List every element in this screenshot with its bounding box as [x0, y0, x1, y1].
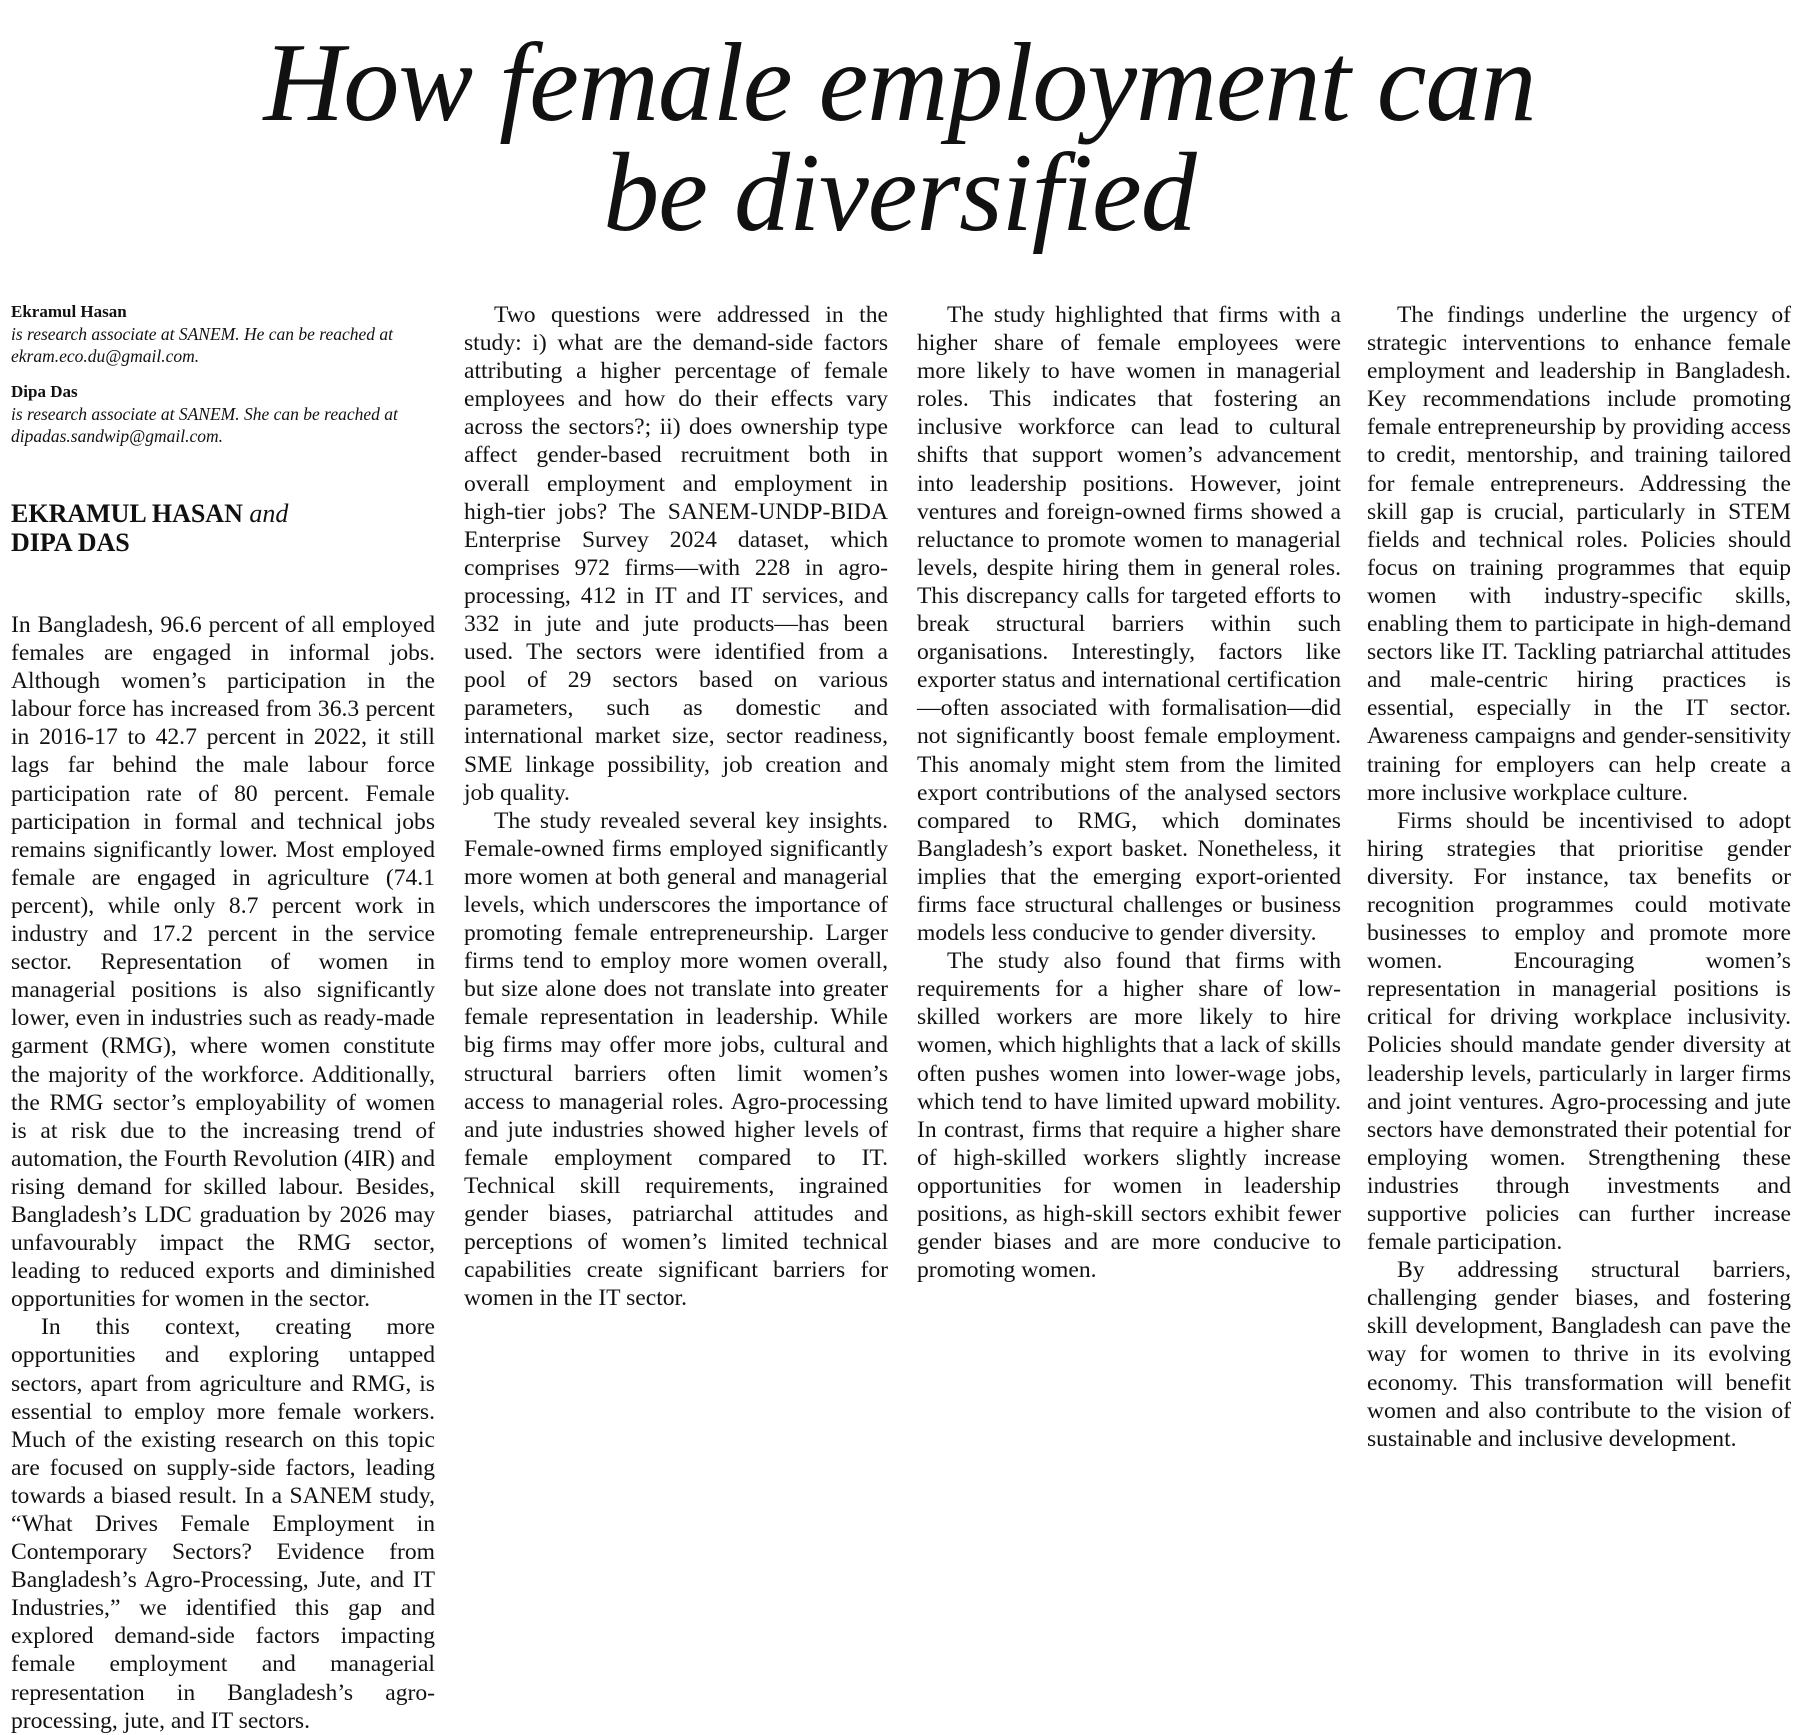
- headline-line-1: How female employment can: [263, 21, 1536, 145]
- author-bio-text: is research associate at SANEM. She can be reached at dipadas.sandwip@gmail.com.: [11, 404, 398, 446]
- body-paragraph-2: In this context, creating more opportunities and exploring untapped sectors, apart from agriculture and RMG, is essential to employ more female workers. Much of the existing research on this topic are focused on supply-side factors, leading towards a biased result. In a SANEM study, “What Drives Female Employment in Contemporary Sectors? Evidence from Bangladesh’s Agro-Processing, Jute, and IT Industries,” we identified this gap and explored demand-side factors impacting female employment and managerial representation in Bangladesh’s agro-processing, jute, and IT sectors.: [11, 1314, 435, 1734]
- body-paragraph-7: The findings underline the urgency of strategic interventions to enhance female employment and leadership in Bangladesh. Key recommendations include promoting female entrepreneurship by providing access to credit, mentorship, and training tailored for female entrepreneurs. Addressing the skill gap is crucial, particularly in STEM fields and technical roles. Policies should focus on training programmes that equip women with industry-specific skills, enabling them to participate in high-demand sectors like IT. Tackling patriarchal attitudes and male-centric hiring practices is essential, especially in the IT sector. Awareness campaigns and gender-sensitivity training for employers can help create a more inclusive workplace culture.: [1367, 302, 1791, 806]
- byline-author-2: DIPA DAS: [11, 528, 130, 557]
- article-column-2: [464, 301, 888, 1312]
- byline-joiner: and: [249, 499, 289, 528]
- body-paragraph-9: By addressing structural barriers, challenging gender biases, and fostering skill development, Bangladesh can pave the way for women to thrive in its evolving economy. This transformation will benefit women and also contribute to the vision of sustainable and inclusive development.: [1367, 1257, 1791, 1452]
- author-bio-2: [11, 381, 435, 447]
- author-bio-1: [11, 301, 435, 367]
- headline: [0, 21, 1799, 255]
- body-paragraph-6: The study also found that firms with requirements for a higher share of low-skilled workers are more likely to hire women, which highlights that a lack of skills often pushes women into lower-wage jobs, which tend to have limited upward mobility. In contrast, firms that require a higher share of high-skilled workers slightly increase opportunities for women in leadership positions, as high-skill sectors exhibit fewer gender biases and are more conducive to promoting women.: [917, 948, 1341, 1284]
- body-paragraph-1: In Bangladesh, 96.6 percent of all employed females are engaged in informal jobs. Although women’s participation in the labour force has increased from 36.3 percent in 2016-17 to 42.7 percent in 2022, it still lags far behind the male labour force participation rate of 80 percent. Female participation in formal and technical jobs remains significantly lower. Most employed female are engaged in agriculture (74.1 percent), while only 8.7 percent work in industry and 17.2 percent in the service sector. Representation of women in managerial positions is also significantly lower, even in industries such as ready-made garment (RMG), where women constitute the majority of the workforce. Additionally, the RMG sector’s employability of women is at risk due to the increasing trend of automation, the Fourth Revolution (4IR) and rising demand for skilled labour. Besides, Bangladesh’s LDC graduation by 2026 may unfavourably impact the RMG sector, leading to reduced exports and diminished opportunities for women in the sector.: [11, 612, 435, 1313]
- headline-line-2: be diversified: [603, 131, 1196, 255]
- body-paragraph-8: Firms should be incentivised to adopt hiring strategies that prioritise gender diversity. For instance, tax benefits or recognition programmes could motivate businesses to employ and promote more women. Encouraging women’s representation in managerial positions is critical for driving workplace inclusivity. Policies should mandate gender diversity at leadership levels, particularly in larger firms and joint ventures. Agro-processing and jute sectors have demonstrated their potential for employing women. Strengthening these industries through investments and supportive policies can further increase female participation.: [1367, 807, 1791, 1256]
- article-column-1: [11, 301, 435, 1735]
- byline: [11, 499, 435, 557]
- author-bio-name: Dipa Das: [11, 382, 78, 401]
- byline-author-1: EKRAMUL HASAN: [11, 499, 243, 528]
- body-paragraph-5: The study highlighted that firms with a higher share of female employees were more likely to have women in managerial roles. This indicates that fostering an inclusive workforce can lead to cultural shifts that support women’s advancement into leadership positions. However, joint ventures and foreign-owned firms showed a reluctance to promote women to managerial levels, despite hiring them in general roles. This discrepancy calls for targeted efforts to break structural barriers within such organisations. Interestingly, factors like exporter status and international certification—often associated with formalisation—did not significantly boost female employment. This anomaly might stem from the limited export contributions of the analysed sectors compared to RMG, which dominates Bangladesh’s export basket. Nonetheless, it implies that the emerging export-oriented firms face structural challenges or business models less conducive to gender diversity.: [917, 302, 1341, 947]
- body-paragraph-3: Two questions were addressed in the study: i) what are the demand-side factors attributing a higher percentage of female employees and how do their effects vary across the sectors?; ii) does ownership type affect gender-based recruitment both in overall employment and employment in high-tier jobs? The SANEM-UNDP-BIDA Enterprise Survey 2024 dataset, which comprises 972 firms—with 228 in agro-processing, 412 in IT and IT services, and 332 in jute and jute products—has been used. The sectors were identified from a pool of 29 sectors based on various parameters, such as domestic and international market size, sector readiness, SME linkage possibility, job creation and job quality.: [464, 302, 888, 806]
- author-bio-name: Ekramul Hasan: [11, 302, 127, 321]
- author-bio-text: is research associate at SANEM. He can be reached at ekram.eco.du@gmail.com.: [11, 324, 393, 366]
- article-column-3: [917, 301, 1341, 1284]
- article-column-4: [1367, 301, 1791, 1453]
- body-paragraph-4: The study revealed several key insights. Female-owned firms employed significantly more women at both general and managerial levels, which underscores the importance of promoting female entrepreneurship. Larger firms tend to employ more women overall, but size alone does not translate into greater female representation in leadership. While big firms may offer more jobs, cultural and structural barriers often limit women’s access to managerial roles. Agro-processing and jute industries showed higher levels of female employment compared to IT. Technical skill requirements, ingrained gender biases, patriarchal attitudes and perceptions of women’s limited technical capabilities create significant barriers for women in the IT sector.: [464, 807, 888, 1312]
